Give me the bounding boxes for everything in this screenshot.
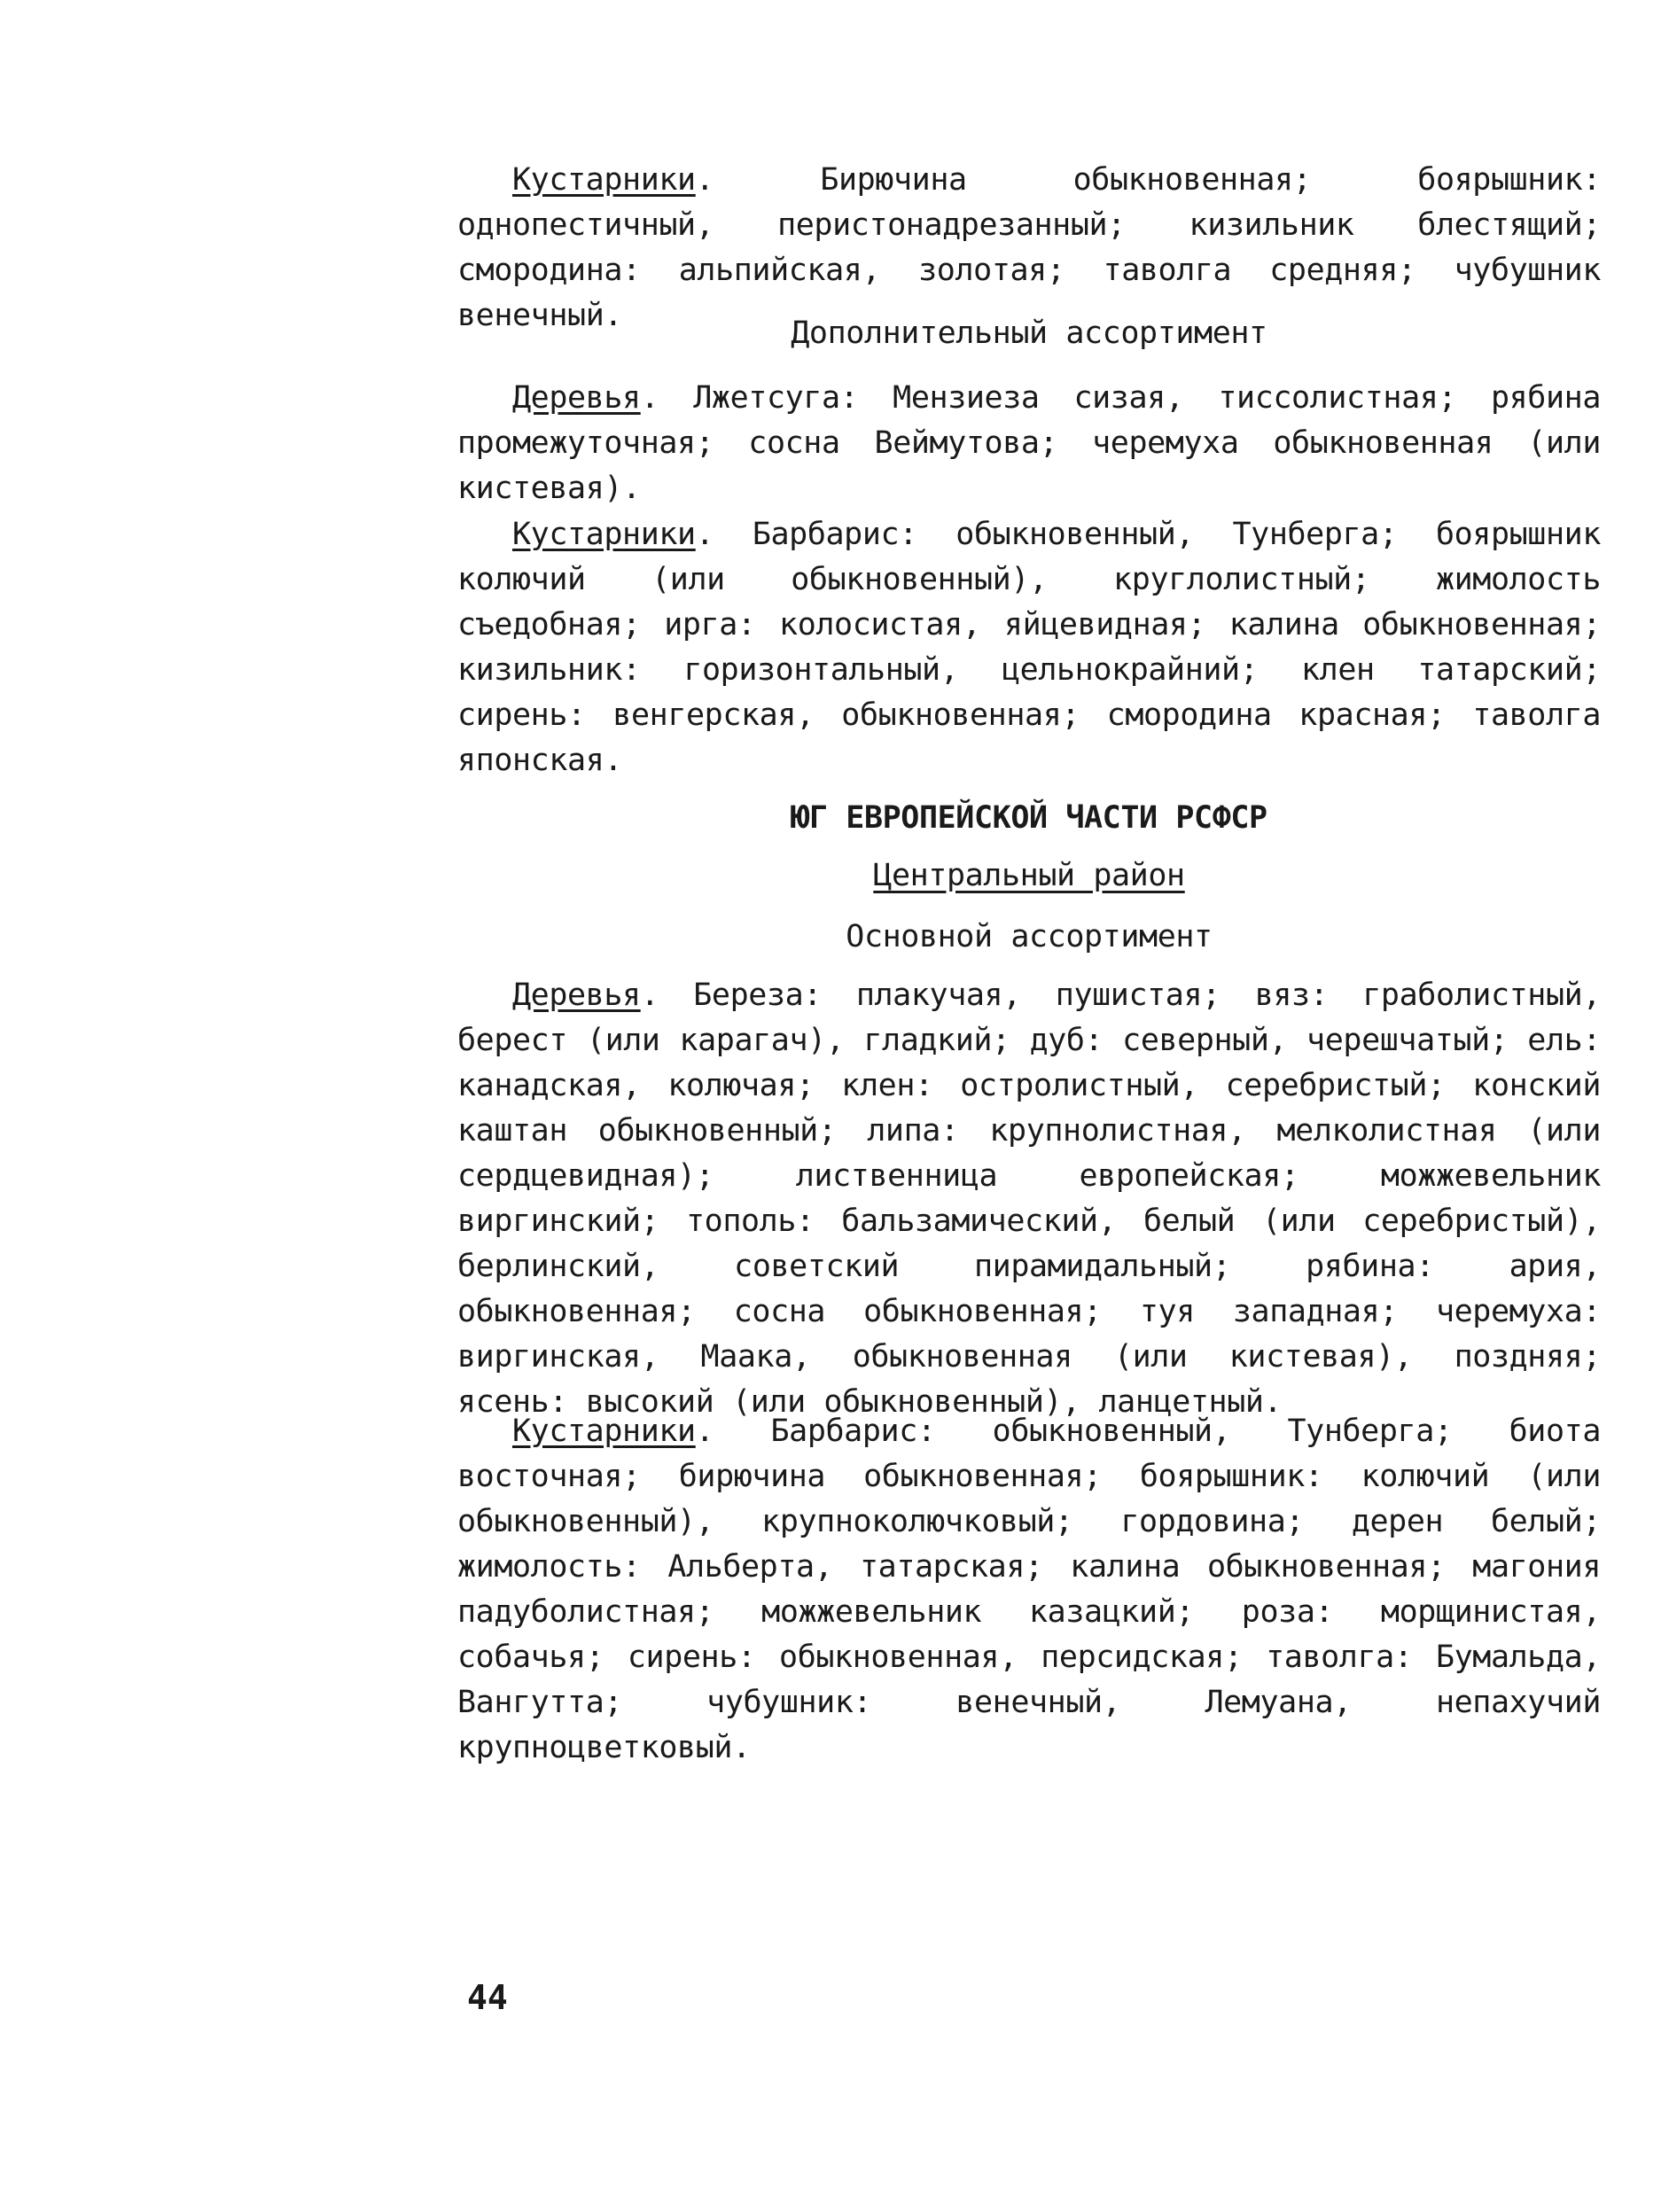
paragraph-lead: Деревья [512, 380, 641, 416]
paragraph-trees-1 [457, 376, 1601, 511]
page-number: 44 [467, 1978, 508, 2017]
paragraph-lead: Кустарники [512, 1414, 696, 1449]
paragraph-text: . Лжетсуга: Мензиеза сизая, тиссолистная; рябина промежуточная; сосна Веймутова; черемуха обыкновенная (или кистевая). [457, 380, 1601, 506]
paragraph-text: . Барбарис: обыкновенный, Тунберга; боярышник колючий (или обыкновенный), круглолистный; жимолость съедобная; ирга: колосистая, яйцевидная; калина обыкновенная; кизильник: горизонтальный, цельнокрайний; клен татарский; сирень: венгерская, обыкновенная; смородина красная; таволга японская. [457, 517, 1601, 778]
subsection-title-text: Центральный район [873, 858, 1185, 893]
paragraph-text: . Бирючина обыкновенная; боярышник: однопестичный, перистонадрезанный; кизильник блестящий; смородина: альпийская, золотая; таволга средняя; чубушник венечный. [457, 162, 1601, 333]
paragraph-lead: Кустарники [512, 162, 696, 198]
heading-additional-assortment: Дополнительный ассортимент [791, 315, 1267, 351]
paragraph-lead: Деревья [512, 977, 641, 1013]
paragraph-text: . Береза: плакучая, пушистая; вяз: граболистный, берест (или карагач), гладкий; дуб: северный, черешчатый; ель: канадская, колючая; клен: остролистный, серебристый; конский каштан обыкновенный; липа: крупнолистная, мелколистная (или сердцевидная); лиственница европейская; можжевельник виргинский; тополь: бальзамический, белый (или серебристый), берлинский, советский пирамидальный; рябина: ария, обыкновенная; сосна обыкновенная; туя западная; черемуха: виргинская, Маака, обыкновенная (или кистевая), поздняя; ясень: высокий (или обыкновенный), ланцетный. [457, 977, 1601, 1420]
subsection-title [457, 853, 1601, 899]
paragraph-shrubs-3 [457, 1409, 1601, 1771]
heading-main-assortment: Основной ассортимент [846, 919, 1213, 954]
paragraph-lead: Кустарники [512, 517, 696, 552]
paragraph-text: . Барбарис: обыкновенный, Тунберга; биота восточная; бирючина обыкновенная; боярышник: колючий (или обыкновенный), крупноколючковый; гордовина; дерен белый; жимолость: Альберта, татарская; калина обыкновенная; магония падуболистная; можжевельник казацкий; роза: морщинистая, собачья; сирень: обыкновенная, персидская; таволга: Бумальда, Вангутта; чубушник: венечный, Лемуана, непахучий крупноцветковый. [457, 1414, 1601, 1765]
paragraph-shrubs-2 [457, 512, 1601, 783]
section-title: ЮГ ЕВРОПЕЙСКОЙ ЧАСТИ РСФСР [791, 800, 1267, 836]
paragraph-trees-2 [457, 973, 1601, 1425]
